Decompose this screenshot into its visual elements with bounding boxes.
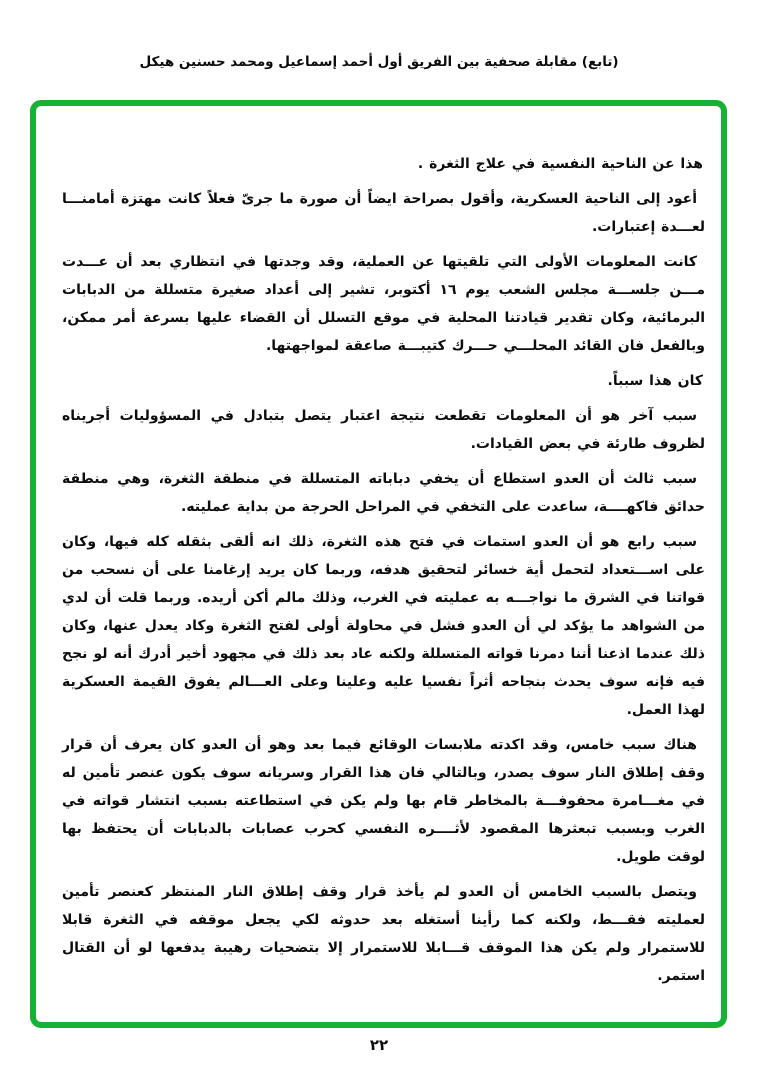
- paragraph: ويتصل بالسبب الخامس أن العدو لم يأخذ قرار وقف إطلاق النار المنتظر كعنصر تأمين لعمليته فقـــط، ولكنه كما رأينا أستغله بعد حدوثه لكي يجعل موقفه في الثغرة قابلا للاستمرار ولم يكن هذا الموقف قـــابلا للاستمرار إلا بتضحيات رهيبة يدفعها لو أن القتال استمر.: [62, 884, 705, 984]
- content-frame: [30, 100, 727, 1028]
- paragraph: سبب رابع هو أن العدو استمات في فتح هذه الثغرة، ذلك انه ألقى بثقله كله فيها، وكان على اســـتعداد لتحمل أية خسائر لتحقيق هدفه، وربما كان يريد إرغامنا على أن نسحب من قواتنا في الشرق ما نواجـــه به عمليته في الغرب، وذلك مالم أكن أريده. وربما قلت أن لدي من الشواهد ما يؤكد لي أن العدو فشل في محاولة أولى لفتح الثغرة وكاد يعدل عنها، وكان ذلك عندما اذعنا أننا دمرنا قواته المتسللة ولكنه عاد بعد ذلك في مجهود أخير أدرك أنه لو نجح فيه فإنه سوف يحدث بنجاحه أثراً نفسيا عليه وعلينا وعلى العـــالم يفوق القيمة العسكرية لهذا العمل.: [62, 534, 705, 718]
- page-header: (تابع) مقابلة صحفية بين الفريق أول أحمد إسماعيل ومحمد حسنين هيكل: [139, 54, 619, 70]
- page-number: ٢٢: [369, 1036, 389, 1054]
- paragraph: هذا عن الناحية النفسية في علاج الثغرة .: [417, 156, 703, 172]
- paragraph: سبب آخر هو أن المعلومات تقطعت نتيجة اعتبار يتصل بتبادل في المسؤوليات أجريناه لظروف طارئة في بعض القيادات.: [62, 408, 705, 452]
- paragraph: كانت المعلومات الأولى التي تلقيتها عن العملية، وقد وجدتها في انتظاري بعد أن عـــدت مـــن جلســـة مجلس الشعب يوم ١٦ أكتوبر، تشير إلى أعداد صغيرة متسللة من الدبابات البرمائية، وكان تقدير قيادتنا المحلية في موقع التسلل أن القضاء عليها بسرعة أمر ممكن، وبالفعل فان القائد المحلـــي حـــرك كتيبـــة صاعقة لمواجهتها.: [62, 254, 705, 354]
- text-block: [36, 106, 721, 997]
- paragraph: سبب ثالث أن العدو استطاع أن يخفي دباباته المتسللة في منطقة الثغرة، وهي منطقة حدائق فاكهــــة، ساعدت على التخفي في المراحل الحرجة من بداية عمليته.: [62, 471, 705, 515]
- paragraph: أعود إلى الناحية العسكرية، وأقول بصراحة ايضاً أن صورة ما جرىّ فعلاً كانت مهتزة أمامنـــا لعـــدة إعتبارات.: [62, 191, 705, 235]
- paragraph: هناك سبب خامس، وقد اكدته ملابسات الوقائع فيما بعد وهو أن العدو كان يعرف أن قرار وقف إطلاق النار سوف يصدر، وبالتالي فان هذا القرار وسريانه سوف يكون عنصر تأمين له في مغـــامرة محفوفـــة بالمخاطر قام بها ولم يكن في استطاعته بسبب انتشار قواته في الغرب وبسبب تبعثرها المقصود لأثــــره النفسي كحرب عصابات بالدبابات أن يحتفظ بها لوقت طويل.: [62, 737, 705, 865]
- paragraph: كان هذا سبباً.: [607, 373, 703, 389]
